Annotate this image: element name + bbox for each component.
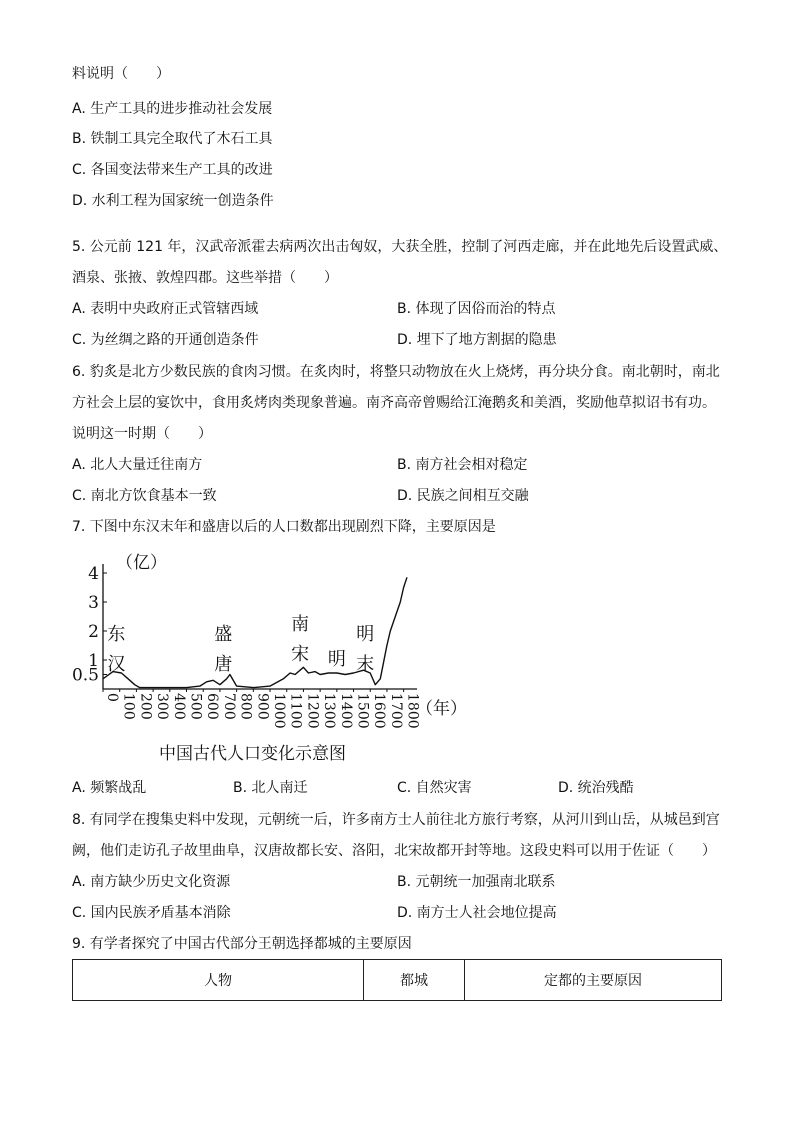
q6-stem-line-3: 说明这一时期（ ） [72, 426, 212, 442]
chart-annotation-char: 唐 [214, 654, 233, 675]
chart-title: 中国古代人口变化示意图 [159, 744, 346, 764]
q7-stem: 7. 下图中东汉末年和盛唐以后的人口数都出现剧烈下降，主要原因是 [72, 519, 496, 535]
q5-option-c[interactable]: C. 为丝绸之路的开通创造条件 [72, 332, 259, 348]
chart-x-tick-label: 0 [104, 693, 120, 702]
chart-x-tick-label: 1000 [271, 693, 288, 729]
q5-option-b[interactable]: B. 体现了因俗而治的特点 [397, 301, 556, 317]
chart-x-tick-label: 1700 [387, 693, 404, 729]
chart-y-tick-label: 2 [88, 622, 99, 642]
chart-annotation-char: 明 [356, 624, 375, 645]
chart-annotation-char: 宋 [291, 644, 310, 665]
chart-annotation-char: 东 [107, 624, 126, 645]
q8-stem-line-1: 8. 有同学在搜集史料中发现，元朝统一后，许多南方士人前往北方旅行考察，从河川到山岳，从城邑到宫 [72, 812, 720, 828]
chart-x-tick-label: 100 [120, 693, 137, 720]
chart-y-ticks [72, 564, 107, 686]
chart-x-tick-label: 1200 [304, 693, 321, 729]
chart-x-axis-label: （年） [416, 699, 467, 719]
q4-option-c[interactable]: C. 各国变法带来生产工具的改进 [72, 162, 273, 178]
chart-x-tick-label: 600 [204, 693, 221, 720]
chart-x-tick-label: 400 [170, 693, 187, 720]
q6-option-b[interactable]: B. 南方社会相对稳定 [397, 457, 528, 473]
chart-x-tick-label: 1400 [337, 693, 354, 729]
q7-option-a[interactable]: A. 频繁战乱 [72, 780, 147, 796]
chart-x-tick-label: 1800 [404, 693, 421, 729]
chart-annotations [107, 613, 374, 675]
chart-annotation-char: 盛 [214, 624, 233, 645]
chart-x-tick-label: 200 [137, 693, 154, 720]
chart-x-ticks [103, 689, 421, 729]
q6-option-d[interactable]: D. 民族之间相互交融 [397, 488, 529, 504]
q8-option-d[interactable]: D. 南方士人社会地位提高 [397, 905, 557, 921]
q7-option-d[interactable]: D. 统治残酷 [558, 780, 634, 796]
chart-x-tick-label: 700 [220, 693, 237, 720]
table-header-capital: 都城 [364, 960, 465, 1001]
chart-x-tick-label: 300 [154, 693, 171, 720]
q4-stem-tail: 料说明（ ） [72, 66, 170, 82]
q5-stem-line-1: 5. 公元前 121 年，汉武帝派霍去病两次出击匈奴，大获全胜，控制了河西走廊，并在此地先后设置武威、 [72, 239, 728, 255]
chart-annotation-char: 汉 [107, 654, 126, 675]
chart-y-tick-label: 1 [88, 651, 99, 671]
q8-option-a[interactable]: A. 南方缺少历史文化资源 [72, 874, 231, 890]
chart-y-tick-label: 0.5 [72, 665, 99, 686]
chart-x-tick-label: 500 [187, 693, 204, 720]
chart-y-axis-label: （亿） [116, 553, 167, 573]
q4-option-a[interactable]: A. 生产工具的进步推动社会发展 [72, 101, 273, 117]
q6-option-a[interactable]: A. 北人大量迁往南方 [72, 457, 203, 473]
q9-table [72, 959, 722, 1001]
q6-option-c[interactable]: C. 南北方饮食基本一致 [72, 488, 217, 504]
chart-x-tick-label: 1500 [354, 693, 371, 729]
chart-x-tick-label: 1600 [371, 693, 388, 729]
q5-option-a[interactable]: A. 表明中央政府正式管辖西域 [72, 301, 259, 317]
q8-option-c[interactable]: C. 国内民族矛盾基本消除 [72, 905, 231, 921]
q5-option-d[interactable]: D. 埋下了地方割据的隐患 [397, 332, 557, 348]
q6-stem-line-2: 方社会上层的宴饮中，食用炙烤肉类现象普遍。南齐高帝曾赐给江淹鹅炙和美酒，奖励他草拟诏书有功。 [72, 395, 716, 411]
chart-y-tick-label: 4 [88, 564, 99, 584]
chart-y-tick-label: 3 [88, 593, 99, 613]
chart-x-tick-label: 900 [254, 693, 271, 720]
table-header-row [73, 960, 722, 1001]
chart-x-tick-label: 800 [237, 693, 254, 720]
q8-option-b[interactable]: B. 元朝统一加强南北联系 [397, 874, 556, 890]
q4-option-b[interactable]: B. 铁制工具完全取代了木石工具 [72, 131, 273, 147]
chart-x-tick-label: 1300 [321, 693, 338, 729]
chart-x-tick-label: 1100 [287, 693, 304, 729]
chart-annotation-char: 明 [327, 649, 346, 670]
q6-stem-line-1: 6. 豹炙是北方少数民族的食肉习惯。在炙肉时，将整只动物放在火上烧烤，再分块分食。南北朝时，南北 [72, 364, 720, 380]
chart-annotation-char: 南 [291, 614, 310, 635]
chart-annotation-char: 末 [356, 654, 375, 675]
q5-stem-line-2: 酒泉、张掖、敦煌四郡。这些举措（ ） [72, 270, 338, 286]
q8-stem-line-2: 阙，他们走访孔子故里曲阜，汉唐故都长安、洛阳，北宋故都开封等地。这段史料可以用于佐证（ ） [72, 843, 716, 859]
q7-option-b[interactable]: B. 北人南迁 [233, 780, 308, 796]
q7-option-c[interactable]: C. 自然灾害 [397, 780, 472, 796]
population-chart [72, 548, 472, 770]
q4-option-d[interactable]: D. 水利工程为国家统一创造条件 [72, 193, 274, 209]
table-header-reason: 定都的主要原因 [465, 960, 722, 1001]
table-header-person: 人物 [73, 960, 364, 1001]
q9-stem: 9. 有学者探究了中国古代部分王朝选择都城的主要原因 [72, 936, 412, 952]
